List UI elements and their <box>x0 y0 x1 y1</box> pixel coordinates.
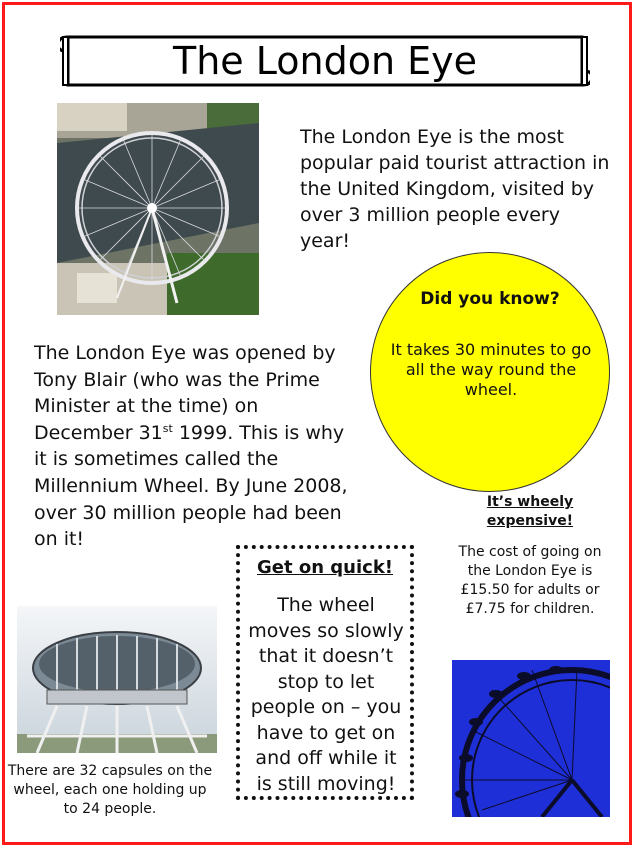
did-you-know-body: It takes 30 minutes to go all the way round the wheel. <box>390 340 592 399</box>
title-banner <box>60 31 590 91</box>
did-you-know-circle <box>370 252 610 492</box>
intro-paragraph: The London Eye is the most popular paid tourist attraction in the United Kingdom, visited by over 3 million people every year! <box>300 126 610 252</box>
did-you-know-title: Did you know? <box>420 289 560 309</box>
get-on-quick-box <box>236 545 414 800</box>
history-text-2: 1999. This is why it is sometimes called the Millennium Wheel. By June 2008, over 30 million people had been on it! <box>34 421 348 551</box>
history-paragraph <box>34 340 354 553</box>
get-on-quick-body: The wheel moves so slowly that it doesn’t stop to let people on – you have to get on and off while it is still moving! <box>248 594 404 795</box>
cost-body: The cost of going on the London Eye is £15.50 for adults or £7.75 for children. <box>458 544 602 617</box>
ordinal-suffix: st <box>162 421 173 435</box>
aerial-wheel-photo <box>57 103 259 315</box>
capsule-photo <box>17 606 217 753</box>
capsule-caption: There are 32 capsules on the wheel, each one holding up to 24 people. <box>7 763 213 817</box>
get-on-quick-title: Get on quick! <box>256 557 394 578</box>
page-title: The London Eye <box>173 39 477 83</box>
cost-title: It’s wheely expensive! <box>486 494 574 529</box>
night-wheel-photo <box>452 660 610 817</box>
history-text-1: The London Eye was opened by Tony Blair (who was the Prime Minister at the time) on December 31 <box>34 342 336 444</box>
